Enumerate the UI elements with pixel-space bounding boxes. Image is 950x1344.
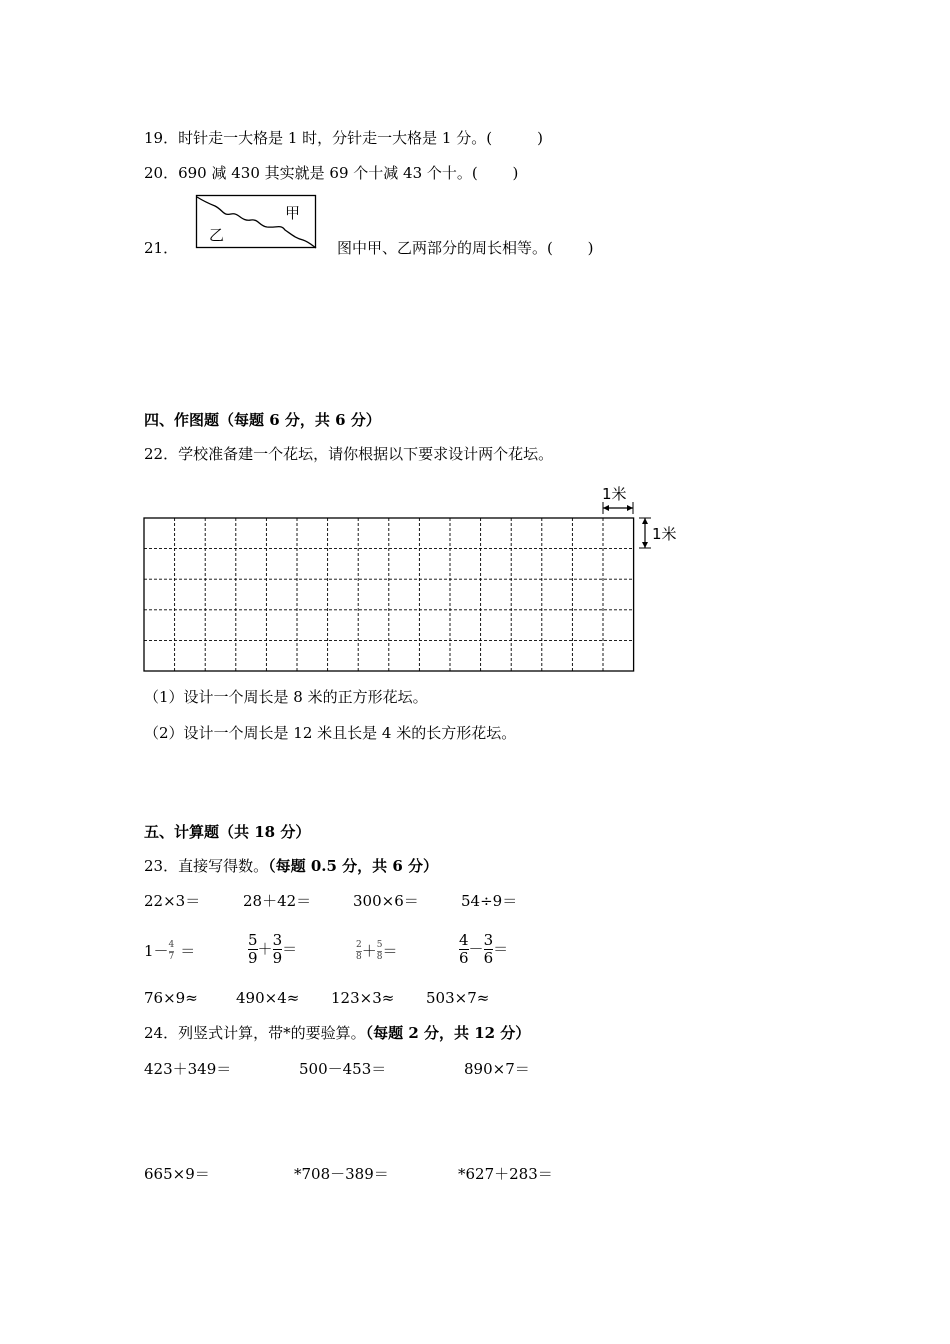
drawing-grid <box>140 480 700 680</box>
question-22-sub1: （1）设计一个周长是 8 米的正方形花坛。 <box>144 688 428 706</box>
section-4-title: 四、作图题（每题 6 分，共 6 分） <box>144 411 381 429</box>
q24-text: 24．列竖式计算，带*的要验算。 <box>144 1024 366 1042</box>
vertical-calc-500minus453: 500－453＝ <box>299 1060 387 1078</box>
calc-490x4: 490×4≈ <box>236 989 300 1007</box>
scale-vertical-label: 1米 <box>652 525 677 543</box>
calc-fraction-d: $\frac{4}{6}$ － $\frac{3}{6}$ ＝ <box>459 930 509 967</box>
q24-points: （每题 2 分，共 12 分） <box>365 1024 531 1042</box>
calc-fraction-c: $\frac{2}{8}$ ＋ $\frac{5}{8}$ ＝ <box>356 939 398 962</box>
calc-300x6: 300×6＝ <box>353 892 419 910</box>
calc-28plus42: 28＋42＝ <box>243 892 312 910</box>
scale-horizontal-label: 1米 <box>602 485 627 503</box>
calc-76x9: 76×9≈ <box>144 989 198 1007</box>
question-21-number: 21． <box>144 239 179 257</box>
question-19: 19．时针走一大格是 1 时，分针走一大格是 1 分。( ) <box>144 129 543 147</box>
vertical-calc-708minus389: *708－389＝ <box>294 1165 389 1183</box>
question-20: 20．690 减 430 其实就是 69 个十减 43 个十。( ) <box>144 164 519 182</box>
vertical-calc-423plus349: 423＋349＝ <box>144 1060 232 1078</box>
question-23 <box>144 856 438 876</box>
label-jia: 甲 <box>285 204 301 222</box>
perimeter-figure <box>195 194 319 250</box>
calc-fraction-a: 1－ $\frac{4}{7}$ ＝ <box>144 939 196 962</box>
vertical-calc-627plus283: *627＋283＝ <box>458 1165 553 1183</box>
vertical-calc-890x7: 890×7＝ <box>464 1060 530 1078</box>
question-24 <box>144 1023 530 1043</box>
label-yi: 乙 <box>209 226 225 244</box>
calc-123x3: 123×3≈ <box>331 989 395 1007</box>
calc-503x7: 503×7≈ <box>426 989 490 1007</box>
section-5-title: 五、计算题（共 18 分） <box>144 823 311 841</box>
vertical-calc-665x9: 665×9＝ <box>144 1165 210 1183</box>
question-21-text: 图中甲、乙两部分的周长相等。( ) <box>337 239 594 257</box>
question-22: 22．学校准备建一个花坛，请你根据以下要求设计两个花坛。 <box>144 445 554 463</box>
calc-fraction-b: $\frac{5}{9}$ ＋ $\frac{3}{9}$ ＝ <box>248 930 298 967</box>
q23-points: （每题 0.5 分，共 6 分） <box>268 857 439 875</box>
q23-text: 23．直接写得数。 <box>144 857 269 875</box>
calc-54div9: 54÷9＝ <box>461 892 518 910</box>
question-22-sub2: （2）设计一个周长是 12 米且长是 4 米的长方形花坛。 <box>144 724 517 742</box>
calc-22x3: 22×3＝ <box>144 892 201 910</box>
